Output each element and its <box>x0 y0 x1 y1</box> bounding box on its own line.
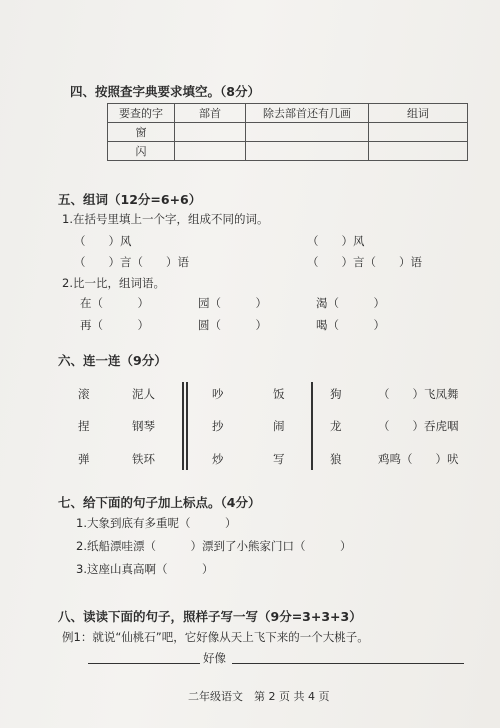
match-word[interactable]: 滚 <box>78 387 90 401</box>
match-idiom[interactable]: 鸡鸣（ ）吠 <box>378 452 459 466</box>
section7-title: 七、给下面的句子加上标点。（4分） <box>58 495 261 510</box>
compare-yuan2[interactable]: 圆（ ） <box>198 318 267 332</box>
match-word[interactable]: 弹 <box>78 452 90 466</box>
example-sentence: 例1：就说“仙桃石”吧，它好像从天上飞下来的一个大桃子。 <box>62 630 369 644</box>
table-cell-blank[interactable] <box>369 142 468 161</box>
table-header: 除去部首还有几画 <box>246 104 369 123</box>
section5-q2: 2.比一比，组词语。 <box>62 276 165 290</box>
answer-line-right[interactable] <box>232 663 464 664</box>
match-word[interactable]: 钢琴 <box>132 419 155 433</box>
table-header-row <box>108 104 468 123</box>
table-header: 要查的字 <box>108 104 175 123</box>
table-cell-blank[interactable] <box>369 123 468 142</box>
table-cell-blank[interactable] <box>175 123 246 142</box>
table-cell-blank[interactable] <box>175 142 246 161</box>
fill-blank-yan-yu-right[interactable]: （ ）言（ ）语 <box>307 255 422 269</box>
punctuation-sentence-2[interactable]: 2.纸船漂哇漂（ ）漂到了小熊家门口（ ） <box>76 539 352 553</box>
match-word[interactable]: 龙 <box>330 419 342 433</box>
compare-zai2[interactable]: 再（ ） <box>80 318 149 332</box>
page-footer: 二年级语文 第 2 页 共 4 页 <box>188 690 330 703</box>
match-word[interactable]: 炒 <box>212 452 224 466</box>
section8-title: 八、读读下面的句子，照样子写一写（9分=3+3+3） <box>58 609 362 624</box>
section6-title: 六、连一连（9分） <box>58 353 167 368</box>
compare-ke[interactable]: 渴（ ） <box>316 296 385 310</box>
table-cell-blank[interactable] <box>246 123 369 142</box>
blank-word-haoxiang: 好像 <box>203 651 226 665</box>
fill-blank-yan-yu-left[interactable]: （ ）言（ ）语 <box>74 255 189 269</box>
match-word[interactable]: 狼 <box>330 452 342 466</box>
match-word[interactable]: 饭 <box>273 387 285 401</box>
punctuation-sentence-3[interactable]: 3.这座山真高啊（ ） <box>76 562 214 576</box>
match-word[interactable]: 狗 <box>330 387 342 401</box>
table-cell-blank[interactable] <box>246 142 369 161</box>
match-word[interactable]: 抄 <box>212 419 224 433</box>
match-word[interactable]: 铁环 <box>132 452 155 466</box>
section5-title: 五、组词（12分=6+6） <box>58 192 202 207</box>
table-cell-char: 窗 <box>108 123 175 142</box>
match-word[interactable]: 捏 <box>78 419 90 433</box>
table-row <box>108 123 468 142</box>
fill-blank-feng-left[interactable]: （ ）风 <box>74 234 132 248</box>
table-cell-char: 闪 <box>108 142 175 161</box>
match-idiom[interactable]: （ ）吞虎咽 <box>378 419 459 433</box>
compare-zai[interactable]: 在（ ） <box>80 296 149 310</box>
match-word[interactable]: 吵 <box>212 387 224 401</box>
divider-line <box>186 382 188 470</box>
table-header: 组词 <box>369 104 468 123</box>
table-row <box>108 142 468 161</box>
table-header: 部首 <box>175 104 246 123</box>
answer-line-left[interactable] <box>88 663 200 664</box>
section4-title: 四、按照查字典要求填空。（8分） <box>70 84 260 99</box>
dictionary-table <box>107 103 468 161</box>
match-word[interactable]: 写 <box>273 452 285 466</box>
section5-q1: 1.在括号里填上一个字，组成不同的词。 <box>62 212 269 226</box>
divider-line <box>182 382 184 470</box>
compare-yuan1[interactable]: 园（ ） <box>198 296 267 310</box>
match-idiom[interactable]: （ ）飞凤舞 <box>378 387 459 401</box>
match-word[interactable]: 泥人 <box>132 387 155 401</box>
match-word[interactable]: 闹 <box>273 419 285 433</box>
compare-he[interactable]: 喝（ ） <box>316 318 385 332</box>
divider-line <box>311 382 313 470</box>
punctuation-sentence-1[interactable]: 1.大象到底有多重呢（ ） <box>76 516 237 530</box>
fill-blank-feng-right[interactable]: （ ）风 <box>307 234 365 248</box>
